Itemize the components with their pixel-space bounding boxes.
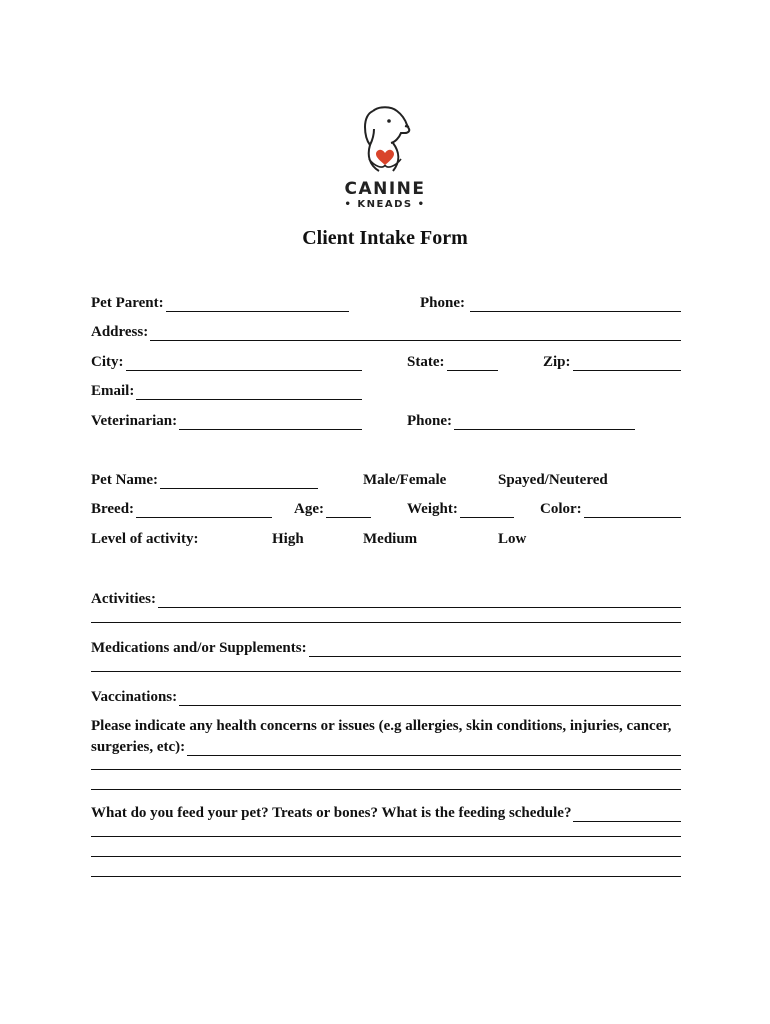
logo-text-canine: CANINE — [344, 179, 426, 199]
email-label: Email: — [91, 383, 135, 399]
activities-label: Activities: — [91, 591, 156, 607]
veterinarian-field[interactable] — [91, 410, 362, 430]
activities-line[interactable] — [158, 591, 681, 608]
city-label: City: — [91, 354, 124, 370]
address-label: Address: — [91, 324, 149, 340]
phone-field[interactable] — [420, 292, 681, 312]
state-label: State: — [407, 354, 445, 370]
row-medications — [91, 637, 681, 659]
pet-parent-label: Pet Parent: — [91, 295, 164, 311]
spayed-option[interactable] — [498, 469, 608, 489]
medications-label: Medications and/or Supplements: — [91, 640, 307, 656]
health-concerns-extra-line-2[interactable] — [91, 789, 681, 790]
dog-heart-logo-icon — [349, 105, 421, 175]
feeding-label: What do you feed your pet? Treats or bones? What is the feeding schedule? — [91, 805, 572, 821]
vaccinations-label: Vaccinations: — [91, 689, 178, 705]
sex-label: Male/Female — [363, 472, 447, 488]
row-address — [91, 321, 681, 343]
health-concerns-line[interactable] — [187, 739, 681, 756]
phone-line[interactable] — [470, 295, 681, 312]
zip-field[interactable] — [543, 351, 681, 371]
row-activity-level — [91, 528, 681, 550]
row-health-concerns — [91, 736, 681, 758]
pet-name-line[interactable] — [160, 472, 318, 489]
breed-label: Breed: — [91, 501, 135, 517]
zip-label: Zip: — [543, 354, 571, 370]
feeding-line[interactable] — [573, 805, 681, 822]
phone-label: Phone: — [420, 295, 465, 311]
sex-option[interactable] — [363, 469, 446, 489]
health-concerns-label: surgeries, etc): — [91, 739, 186, 755]
color-field[interactable] — [540, 498, 681, 518]
row-email — [91, 380, 681, 402]
row-city — [91, 351, 681, 373]
color-line[interactable] — [584, 501, 681, 518]
breed-field[interactable] — [91, 498, 272, 518]
weight-line[interactable] — [460, 501, 514, 518]
health-concerns-question: Please indicate any health concerns or issues (e.g allergies, skin conditions, injuries, cancer, — [91, 718, 672, 734]
weight-field[interactable] — [407, 498, 514, 518]
medications-extra-line[interactable] — [91, 671, 681, 672]
weight-label: Weight: — [407, 501, 458, 517]
vet-phone-field[interactable] — [407, 410, 635, 430]
vaccinations-line[interactable] — [179, 689, 681, 706]
breed-line[interactable] — [136, 501, 272, 518]
activities-field[interactable] — [91, 588, 681, 608]
veterinarian-line[interactable] — [179, 413, 362, 430]
row-veterinarian — [91, 410, 681, 432]
pet-parent-line[interactable] — [166, 295, 349, 312]
color-label: Color: — [540, 501, 582, 517]
state-field[interactable] — [407, 351, 498, 371]
zip-line[interactable] — [573, 354, 681, 371]
pet-name-label: Pet Name: — [91, 472, 159, 488]
medications-line[interactable] — [309, 640, 681, 657]
activity-medium-option[interactable]: Medium — [363, 531, 418, 547]
pet-parent-field[interactable] — [91, 292, 349, 312]
row-pet-parent — [91, 292, 681, 314]
logo-text-kneads: • KNEADS • — [344, 199, 426, 210]
veterinarian-label: Veterinarian: — [91, 413, 178, 429]
activity-high-option[interactable]: High — [272, 531, 304, 547]
state-line[interactable] — [447, 354, 499, 371]
page-title: Client Intake Form — [302, 227, 468, 249]
row-breed — [91, 498, 681, 520]
canine-kneads-logo — [335, 105, 435, 215]
activities-extra-line[interactable] — [91, 622, 681, 623]
medications-field[interactable] — [91, 637, 681, 657]
pet-name-field[interactable] — [91, 469, 318, 489]
heart-icon — [376, 150, 394, 165]
address-field[interactable] — [91, 321, 681, 341]
city-line[interactable] — [126, 354, 363, 371]
address-line[interactable] — [150, 324, 681, 341]
vet-phone-label: Phone: — [407, 413, 452, 429]
email-field[interactable] — [91, 380, 362, 400]
spayed-label: Spayed/Neutered — [498, 472, 608, 488]
feeding-extra-line-3[interactable] — [91, 876, 681, 877]
email-line[interactable] — [136, 383, 362, 400]
city-field[interactable] — [91, 351, 362, 371]
age-label: Age: — [294, 501, 324, 517]
row-feeding — [91, 802, 681, 824]
health-concerns-extra-line-1[interactable] — [91, 769, 681, 770]
row-vaccinations — [91, 686, 681, 708]
age-line[interactable] — [326, 501, 371, 518]
vaccinations-field[interactable] — [91, 686, 681, 706]
age-field[interactable] — [294, 498, 371, 518]
feeding-extra-line-1[interactable] — [91, 836, 681, 837]
row-pet-name — [91, 469, 681, 491]
feeding-extra-line-2[interactable] — [91, 856, 681, 857]
activity-level-label: Level of activity: — [91, 531, 199, 547]
activity-low-option[interactable]: Low — [498, 531, 527, 547]
vet-phone-line[interactable] — [454, 413, 635, 430]
row-activities — [91, 588, 681, 610]
feeding-field[interactable] — [91, 802, 681, 822]
health-concerns-field[interactable] — [91, 736, 681, 756]
